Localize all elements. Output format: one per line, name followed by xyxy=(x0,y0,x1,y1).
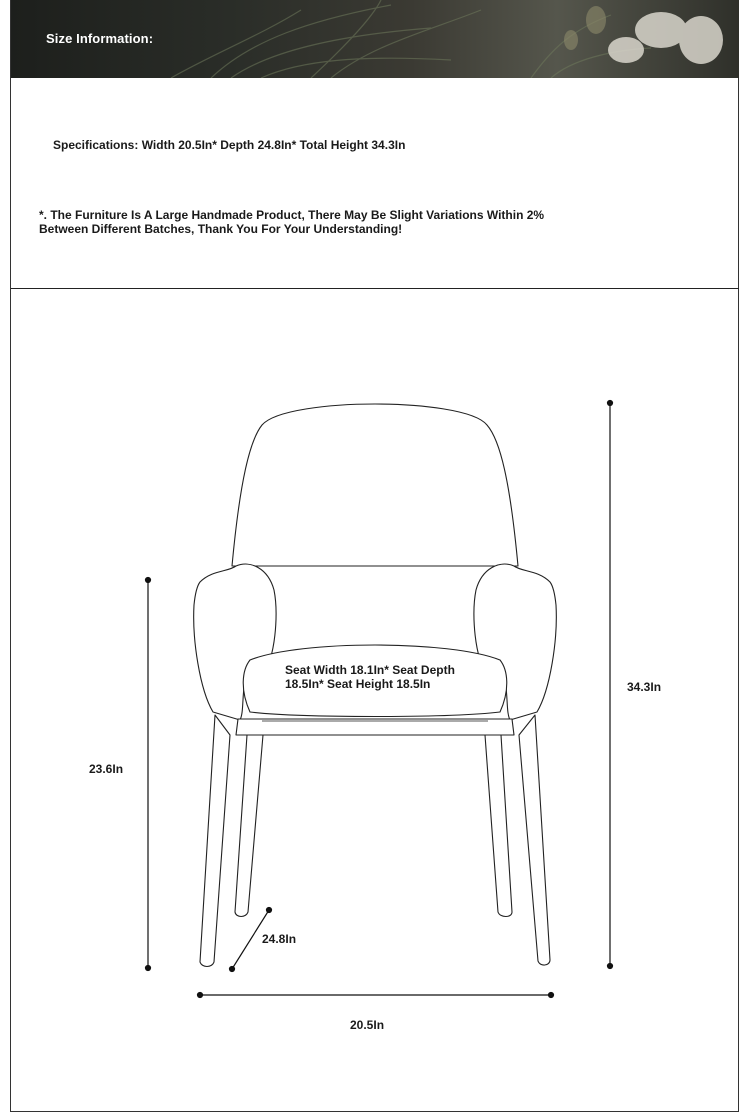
chair-leg-front-right xyxy=(519,715,550,965)
width-label: 20.5In xyxy=(350,1018,385,1032)
note-line-1: *. The Furniture Is A Large Handmade Product, There May Be Slight Variations Within 2% xyxy=(39,208,545,222)
total-height-label: 34.3In xyxy=(627,680,662,694)
chair-leg-back-right xyxy=(485,735,512,917)
chair-leg-front-left xyxy=(200,715,230,967)
note-line-2: Between Different Batches, Thank You For Your Understanding! xyxy=(39,222,403,236)
seat-label-line-2: 18.5In* Seat Height 18.5In xyxy=(285,677,431,691)
chair-leg-back-left xyxy=(235,735,263,917)
depth-label: 24.8In xyxy=(262,932,297,946)
arm-height-label: 23.6In xyxy=(89,762,124,776)
specifications-text: Specifications: Width 20.5In* Depth 24.8In* Total Height 34.3In xyxy=(53,138,406,152)
chair-backrest xyxy=(232,404,518,566)
banner-title: Size Information: xyxy=(46,31,154,46)
seat-dimensions-label xyxy=(285,663,465,691)
seat-label-line-1: Seat Width 18.1In* Seat Depth xyxy=(285,663,455,677)
